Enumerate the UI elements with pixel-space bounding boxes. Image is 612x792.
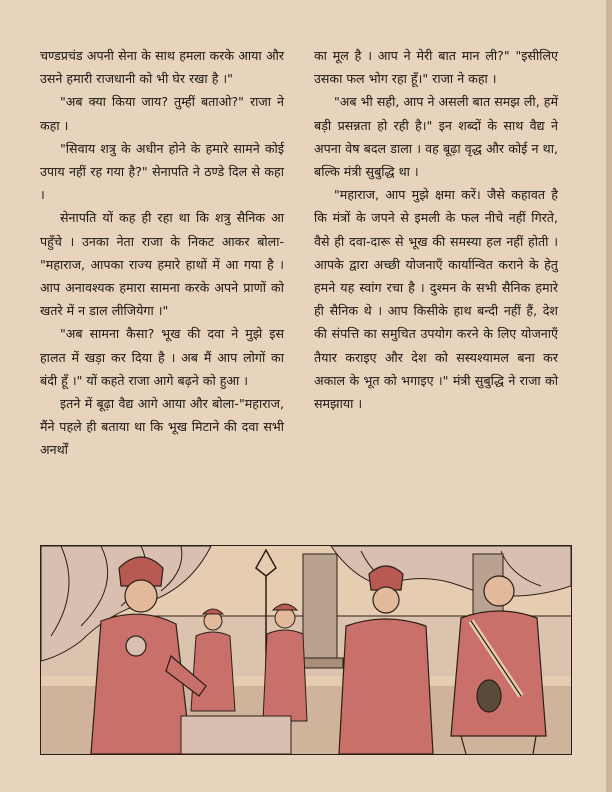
left-text-column (40, 44, 284, 462)
court-scene-illustration (40, 545, 572, 755)
right-text-column (314, 44, 558, 415)
left-paragraph-3: "सिवाय शत्रु के अधीन होने के हमारे सामने कोई उपाय नहीं रह गया है?" सेनापति ने ठण्डे दिल से कहा । (40, 140, 284, 203)
right-paragraph-3: "महाराज, आप मुझे क्षमा करें। जैसे कहावत है कि मंत्रों के जपने से इमली के फल नीचे नहीं गिरते, वैसे ही दवा-दारू से भूख की समस्या हल नहीं होती । आपके द्वारा अच्छी योजनाएँ कार्यान्वित कराने के हेतु हमने यह स्वांग रचा है । दुश्मन के सभी सैनिक हमारे ही सैनिक थे । आप किसीके हाथ बन्दी नहीं हैं, देश की संपत्ति का समुचित उपयोग करने के लिए योजनाएँ तैयार कराइए और देश को सस्यश्यामल बना कर अकाल के भूत को भगाइए ।" मंत्री सुबुद्धि ने राजा को समझाया । (314, 187, 558, 412)
right-paragraph-1: का मूल है । आप ने मेरी बात मान ली?" "इसीलिए उसका फल भोग रहा हूँ।" राजा ने कहा । (314, 48, 558, 87)
left-paragraph-5: "अब सामना कैसा? भूख की दवा ने मुझे इस हालत में खड़ा कर दिया है । अब मैं आप लोगों का बंदी हूँ ।" यों कहते राजा आगे बढ़ने को हुआ । (40, 326, 284, 388)
left-paragraph-2: "अब क्या किया जाय? तुम्हीं बताओ?" राजा ने कहा । (40, 94, 284, 133)
left-paragraph-6: इतने में बूढ़ा वैद्य आगे आया और बोला-"महाराज, मैंने पहले ही बताया था कि भूख मिटाने की दवा सभी अनर्थों (40, 396, 284, 458)
left-paragraph-1: चण्डप्रचंड अपनी सेना के साथ हमला करके आया और उसने हमारी राजधानी को भी घेर रखा है ।" (40, 48, 284, 87)
illustration-svg (41, 546, 571, 754)
left-paragraph-4: सेनापति यों कह ही रहा था कि शत्रु सैनिक आ पहुँचे । उनका नेता राजा के निकट आकर बोला-"महाराज, आपका राज्य हमारे हाथों में आ गया है । आप अनावश्यक हमारा सामना करके अपने प्राणों को खतरे में न डाल लीजियेगा ।" (40, 210, 284, 319)
right-paragraph-2: "अब भी सही, आप ने असली बात समझ ली, हमें बड़ी प्रसन्नता हो रही है।" इन शब्दों के साथ वैद्य ने अपना वेष बदल डाला । वह बूढ़ा वृद्ध और कोई न था, बल्कि मंत्री सुबुद्धि था । (314, 94, 558, 180)
